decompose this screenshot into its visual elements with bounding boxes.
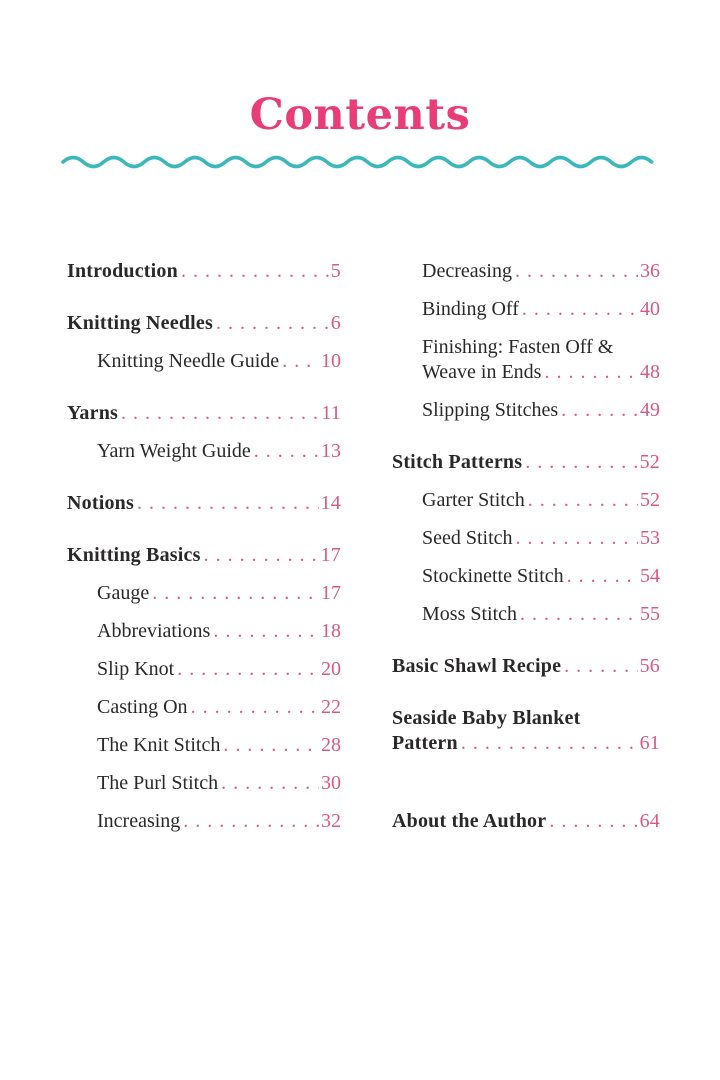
toc-entry — [67, 619, 341, 644]
toc-entry-label: Abbreviations — [97, 620, 211, 642]
leader-dots — [549, 809, 637, 834]
toc-entry-label: Stitch Patterns — [392, 451, 523, 473]
toc-entry-label: The Purl Stitch — [97, 772, 219, 794]
toc-entry — [67, 349, 341, 374]
toc-entry-label: Decreasing — [422, 260, 512, 282]
leader-dots — [522, 297, 638, 322]
toc-entry — [392, 259, 660, 284]
toc-entry — [67, 259, 341, 284]
toc-entry — [67, 657, 341, 682]
leader-dots — [461, 731, 638, 756]
toc-entry-label: Seed Stitch — [422, 527, 513, 549]
leader-dots — [181, 259, 329, 284]
page-title: Contents — [249, 90, 471, 140]
leader-dots — [213, 619, 319, 644]
toc-entry-page: 28 — [321, 734, 341, 756]
toc-entry-label: Garter Stitch — [422, 489, 525, 511]
toc-entry-label: Stockinette Stitch — [422, 565, 564, 587]
toc-entry-label: Knitting Needles — [67, 312, 213, 334]
toc-entry-label: Binding Off — [422, 298, 519, 320]
leader-dots — [567, 564, 638, 589]
toc-entry — [392, 398, 660, 423]
toc-entry — [67, 311, 341, 336]
leader-dots — [191, 695, 319, 720]
toc-entry — [392, 654, 660, 679]
toc-entry — [392, 297, 660, 322]
toc-entry-page: 10 — [321, 350, 341, 372]
toc-entry-page: 54 — [640, 565, 660, 587]
toc-entry — [67, 543, 341, 568]
toc-entry-label-continued: Pattern — [392, 732, 458, 754]
toc-entry-label: The Knit Stitch — [97, 734, 221, 756]
toc-entry-label: Slipping Stitches — [422, 399, 559, 421]
toc-entry — [67, 491, 341, 516]
leader-dots — [177, 657, 319, 682]
toc-entry — [392, 335, 660, 385]
toc-entry-page: 6 — [330, 312, 341, 334]
leader-dots — [221, 771, 319, 796]
toc-entry-page: 30 — [321, 772, 341, 794]
leader-dots — [561, 398, 638, 423]
toc-entry-label: Yarn Weight Guide — [97, 440, 251, 462]
toc-entry-page: 40 — [640, 298, 660, 320]
toc-entry-page: 14 — [320, 492, 341, 514]
toc-entry-label: Seaside Baby Blanket — [392, 707, 581, 729]
toc-entry-label: Slip Knot — [97, 658, 175, 680]
toc-entry — [392, 602, 660, 627]
toc-entry-page: 36 — [640, 260, 660, 282]
toc-entry-page: 20 — [321, 658, 341, 680]
toc-entry-label: Gauge — [97, 582, 150, 604]
toc-entry-page: 11 — [321, 402, 341, 424]
leader-dots — [520, 602, 638, 627]
leader-dots — [528, 488, 638, 513]
toc-entry-page: 13 — [321, 440, 341, 462]
leader-dots — [254, 439, 319, 464]
toc-entry-label: Knitting Needle Guide — [97, 350, 280, 372]
toc-entry-page: 56 — [639, 655, 660, 677]
leader-dots — [204, 543, 319, 568]
toc-entry — [392, 526, 660, 551]
leader-dots — [515, 259, 638, 284]
toc-entry — [67, 401, 341, 426]
toc-entry-label: Increasing — [97, 810, 181, 832]
leader-dots — [516, 526, 638, 551]
toc-entry-page: 32 — [321, 810, 341, 832]
toc-entry-page: 17 — [321, 582, 341, 604]
toc-entry — [392, 488, 660, 513]
toc-entry-page: 17 — [320, 544, 341, 566]
toc-entry — [67, 695, 341, 720]
toc-column-left — [67, 259, 341, 834]
toc-entry-page: 48 — [640, 361, 660, 383]
toc-entry-label: Casting On — [97, 696, 188, 718]
toc-entry-label-continued: Weave in Ends — [422, 361, 542, 383]
leader-dots — [564, 654, 637, 679]
toc-entry-page: 49 — [640, 399, 660, 421]
toc-entry — [67, 733, 341, 758]
toc-entry-label: Finishing: Fasten Off & — [422, 336, 614, 358]
toc-entry-page: 5 — [330, 260, 341, 282]
wavy-divider — [61, 152, 674, 172]
toc-column-right — [392, 259, 660, 834]
wave-path — [63, 158, 652, 167]
leader-dots — [223, 733, 319, 758]
toc-entry-page: 53 — [640, 527, 660, 549]
toc-entry-label: About the Author — [392, 810, 547, 832]
toc-entry-page: 52 — [639, 451, 660, 473]
leader-dots — [121, 401, 319, 426]
leader-dots — [525, 450, 637, 475]
toc-entry-page: 52 — [640, 489, 660, 511]
toc-entry-page: 64 — [639, 810, 660, 832]
toc-entry — [67, 771, 341, 796]
leader-dots — [216, 311, 329, 336]
toc-entry — [67, 809, 341, 834]
toc-entry — [392, 809, 660, 834]
leader-dots — [152, 581, 319, 606]
leader-dots — [544, 360, 638, 385]
toc-entry-label: Yarns — [67, 402, 119, 424]
toc-entry-label: Knitting Basics — [67, 544, 201, 566]
toc-entry-page: 61 — [639, 732, 660, 754]
toc-entry-page: 22 — [321, 696, 341, 718]
toc-entry-label: Notions — [67, 492, 134, 514]
toc-entry-label: Moss Stitch — [422, 603, 518, 625]
leader-dots — [282, 349, 319, 374]
toc-entry — [67, 581, 341, 606]
leader-dots — [183, 809, 319, 834]
toc-entry-label: Basic Shawl Recipe — [392, 655, 562, 677]
toc-entry — [392, 450, 660, 475]
toc-entry — [67, 439, 341, 464]
leader-dots — [137, 491, 319, 516]
toc-entry — [392, 564, 660, 589]
toc-entry-page: 18 — [321, 620, 341, 642]
toc-entry — [392, 706, 660, 756]
toc-entry-label: Introduction — [67, 260, 178, 282]
toc-entry-page: 55 — [640, 603, 660, 625]
